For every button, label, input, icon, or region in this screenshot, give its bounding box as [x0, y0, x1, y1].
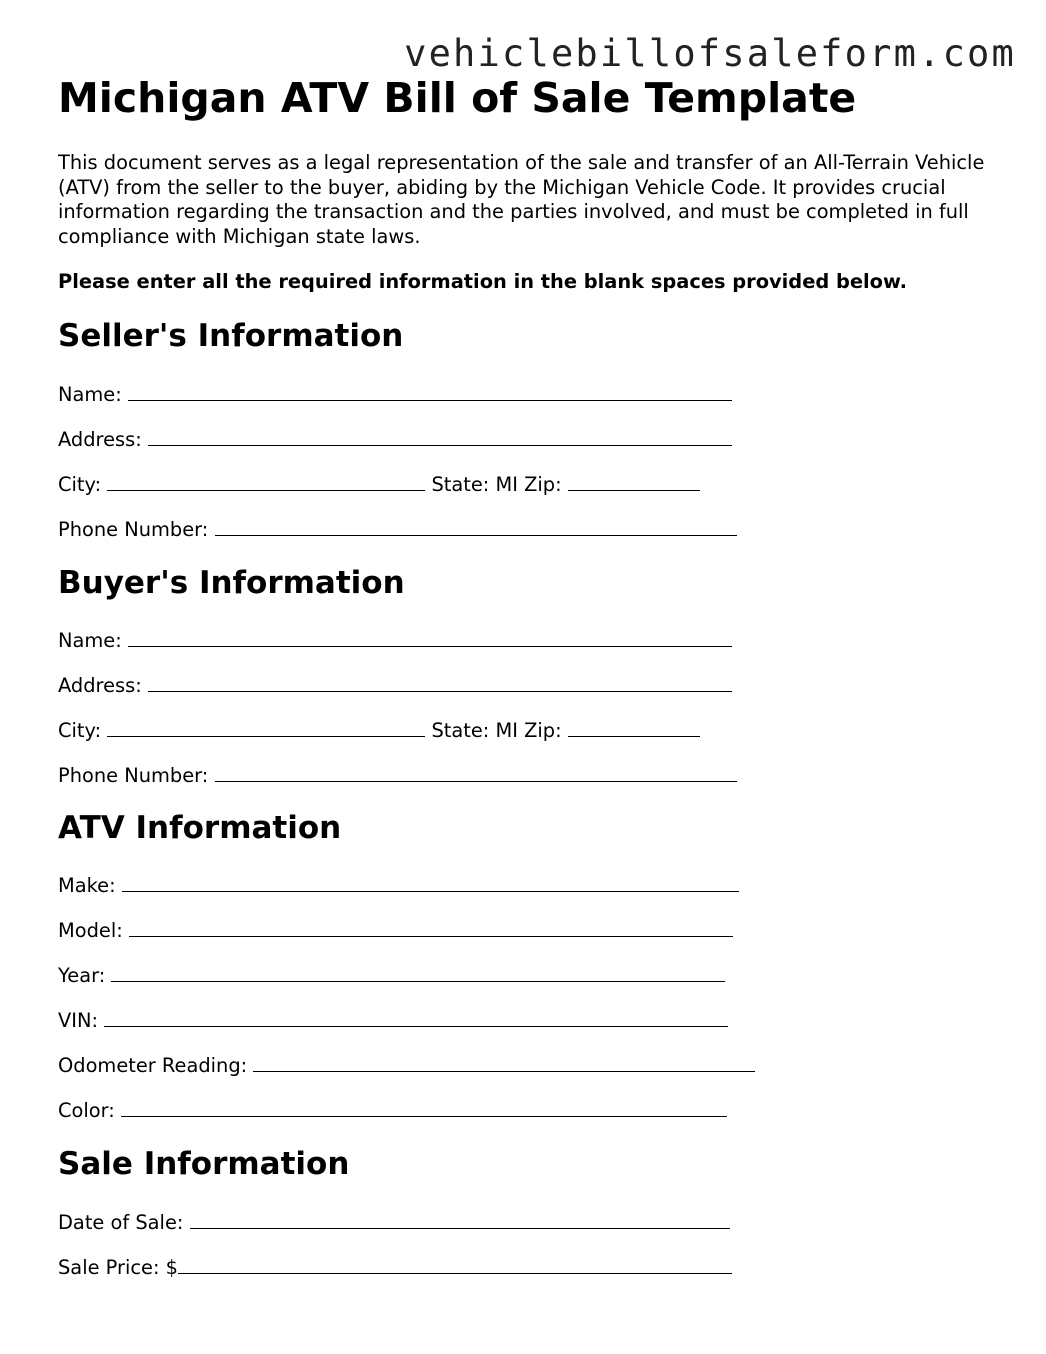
seller-city-field: [58, 472, 700, 497]
seller-name-label: Name:: [58, 383, 122, 406]
sale-price-label: Sale Price: $: [58, 1256, 179, 1279]
atv-model-label: Model:: [58, 919, 123, 942]
seller-address-blank[interactable]: [148, 427, 732, 446]
atv-make-field: [58, 873, 739, 898]
buyer-address-blank[interactable]: [148, 673, 732, 692]
buyer-name-blank[interactable]: [128, 628, 732, 647]
seller-name-field: [58, 382, 732, 407]
atv-vin-field: [58, 1008, 728, 1033]
seller-city-label: City:: [58, 473, 102, 496]
buyer-phone-blank[interactable]: [215, 763, 737, 782]
atv-color-field: [58, 1098, 727, 1123]
sale-section-heading: Sale Information: [58, 1146, 350, 1182]
sale-price-field: [58, 1255, 732, 1280]
seller-phone-label: Phone Number:: [58, 518, 209, 541]
buyer-address-label: Address:: [58, 674, 142, 697]
atv-year-field: [58, 963, 725, 988]
buyer-name-field: [58, 628, 732, 653]
sale-price-blank[interactable]: [178, 1255, 732, 1274]
buyer-city-blank[interactable]: [107, 718, 425, 737]
seller-address-field: [58, 427, 732, 452]
site-watermark: vehiclebillofsaleform.com: [404, 32, 1016, 75]
buyer-phone-label: Phone Number:: [58, 764, 209, 787]
page-title: Michigan ATV Bill of Sale Template: [58, 74, 857, 122]
buyer-phone-field: [58, 763, 737, 788]
seller-section-heading: Seller's Information: [58, 318, 404, 354]
instruction-text: Please enter all the required information in the blank spaces provided below.: [58, 270, 908, 293]
atv-year-label: Year:: [58, 964, 106, 987]
seller-zip-blank[interactable]: [568, 472, 700, 491]
sale-date-label: Date of Sale:: [58, 1211, 184, 1234]
atv-section-heading: ATV Information: [58, 810, 342, 846]
atv-year-blank[interactable]: [111, 963, 725, 982]
atv-odometer-field: [58, 1053, 755, 1078]
atv-model-field: [58, 918, 733, 943]
seller-city-blank[interactable]: [107, 472, 425, 491]
buyer-section-heading: Buyer's Information: [58, 565, 405, 601]
seller-name-blank[interactable]: [128, 382, 732, 401]
seller-phone-blank[interactable]: [215, 517, 737, 536]
atv-vin-label: VIN:: [58, 1009, 99, 1032]
seller-phone-field: [58, 517, 737, 542]
atv-model-blank[interactable]: [129, 918, 733, 937]
atv-make-label: Make:: [58, 874, 116, 897]
atv-color-label: Color:: [58, 1099, 115, 1122]
atv-color-blank[interactable]: [121, 1098, 727, 1117]
buyer-name-label: Name:: [58, 629, 122, 652]
buyer-state-zip-label: State: MI Zip:: [431, 719, 562, 742]
buyer-city-label: City:: [58, 719, 102, 742]
intro-paragraph: This document serves as a legal representation of the sale and transfer of an All-Terrain Vehicle (ATV) from the seller to the buyer, abiding by the Michigan Vehicle Code. It provides crucial information regarding the transaction and the parties involved, and must be completed in full compliance with Michigan state laws.: [58, 151, 985, 248]
atv-vin-blank[interactable]: [104, 1008, 728, 1027]
atv-odometer-label: Odometer Reading:: [58, 1054, 248, 1077]
sale-date-blank[interactable]: [190, 1210, 730, 1229]
seller-address-label: Address:: [58, 428, 142, 451]
buyer-city-field: [58, 718, 700, 743]
sale-date-field: [58, 1210, 730, 1235]
buyer-address-field: [58, 673, 732, 698]
buyer-zip-blank[interactable]: [568, 718, 700, 737]
atv-make-blank[interactable]: [122, 873, 739, 892]
seller-state-zip-label: State: MI Zip:: [431, 473, 562, 496]
atv-odometer-blank[interactable]: [253, 1053, 755, 1072]
